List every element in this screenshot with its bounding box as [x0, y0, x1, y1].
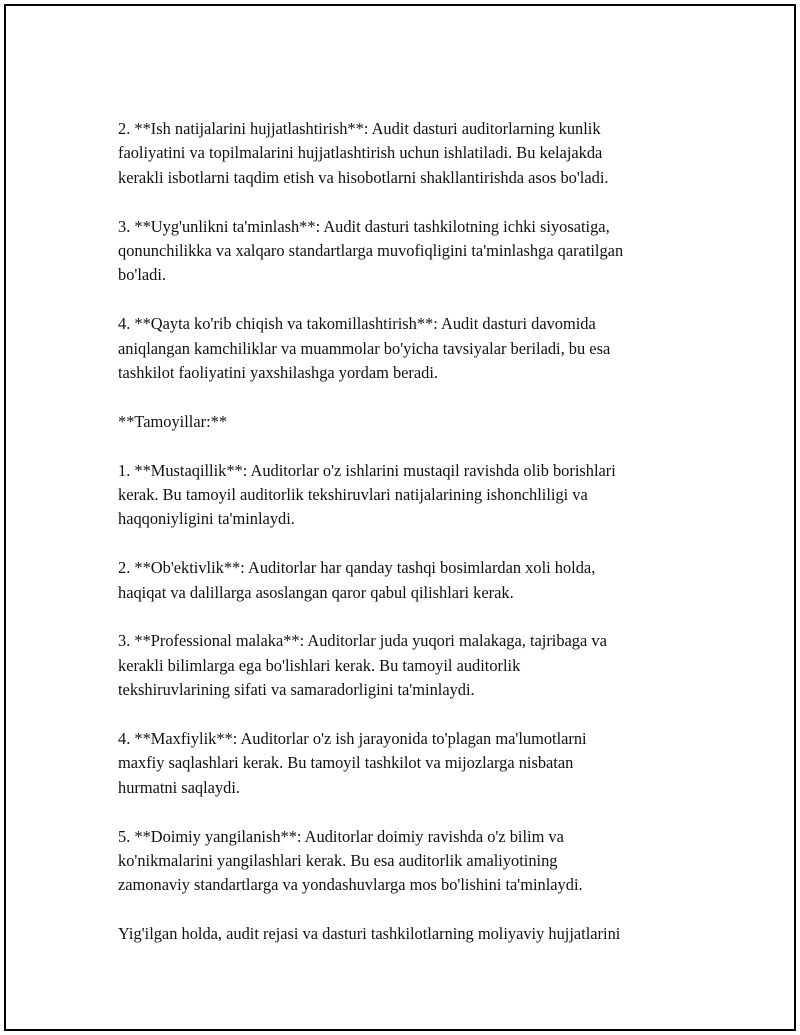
text-line: 3. **Uyg'unlikni ta'minlash**: Audit dasturi tashkilotning ichki siyosatiga, — [118, 216, 610, 236]
paragraph-independence — [118, 459, 698, 532]
paragraph-confidentiality — [118, 727, 698, 800]
paragraph-objectivity — [118, 556, 698, 605]
text-line: tashkilot faoliyatini yaxshilashga yordam beradi. — [118, 363, 438, 383]
text-line: tekshiruvlarining sifati va samaradorligini ta'minlaydi. — [118, 680, 475, 700]
text-line: aniqlangan kamchiliklar va muammolar bo'yicha tavsiyalar beriladi, bu esa — [118, 338, 611, 358]
paragraph-continuous-update — [118, 825, 698, 898]
text-line: ko'nikmalarini yangilashlari kerak. Bu esa auditorlik amaliyotining — [118, 851, 558, 871]
heading-text: **Tamoyillar:** — [118, 411, 228, 431]
text-line: Yig'ilgan holda, audit rejasi va dasturi tashkilotlarning moliyaviy hujjatlarini — [118, 924, 621, 944]
text-line: kerak. Bu tamoyil auditorlik tekshiruvlari natijalarining ishonchliligi va — [118, 485, 588, 505]
text-line: qonunchilikka va xalqaro standartlarga muvofiqligini ta'minlashga qaratilgan — [118, 241, 624, 261]
text-line: hurmatni saqlaydi. — [118, 777, 240, 797]
text-line: 2. **Ish natijalarini hujjatlashtirish**: Audit dasturi auditorlarning kunlik — [118, 119, 601, 138]
text-line: maxfiy saqlashlari kerak. Bu tamoyil tashkilot va mijozlarga nisbatan — [118, 753, 574, 773]
text-line: bo'ladi. — [118, 265, 167, 285]
paragraph-summary — [118, 922, 698, 946]
text-line: 1. **Mustaqillik**: Auditorlar o'z ishlarini mustaqil ravishda olib borishlari — [118, 460, 616, 480]
paragraph-documentation — [118, 117, 698, 190]
text-line: zamonaviy standartlarga va yondashuvlarga mos bo'lishini ta'minlaydi. — [118, 875, 583, 895]
paragraph-review — [118, 312, 698, 385]
text-line: 2. **Ob'ektivlik**: Auditorlar har qanday tashqi bosimlardan xoli holda, — [118, 558, 596, 578]
paragraph-compliance — [118, 215, 698, 288]
text-line: 4. **Qayta ko'rib chiqish va takomillashtirish**: Audit dasturi davomida — [118, 314, 596, 334]
paragraph-professional-competence — [118, 629, 698, 702]
text-line: kerakli bilimlarga ega bo'lishlari kerak. Bu tamoyil auditorlik — [118, 655, 521, 675]
text-line: haqiqat va dalillarga asoslangan qaror qabul qilishlari kerak. — [118, 582, 514, 602]
text-line: faoliyatini va topilmalarini hujjatlashtirish uchun ishlatiladi. Bu kelajakda — [118, 143, 603, 163]
text-line: haqqoniyligini ta'minlaydi. — [118, 509, 295, 529]
text-line: 5. **Doimiy yangilanish**: Auditorlar doimiy ravishda o'z bilim va — [118, 826, 564, 846]
text-line: kerakli isbotlarni taqdim etish va hisobotlarni shakllantirishda asos bo'ladi. — [118, 167, 609, 187]
section-heading-principles — [118, 410, 698, 434]
document-body — [118, 117, 698, 971]
text-line: 3. **Professional malaka**: Auditorlar juda yuqori malakaga, tajribaga va — [118, 631, 607, 651]
text-line: 4. **Maxfiylik**: Auditorlar o'z ish jarayonida to'plagan ma'lumotlarni — [118, 729, 587, 749]
